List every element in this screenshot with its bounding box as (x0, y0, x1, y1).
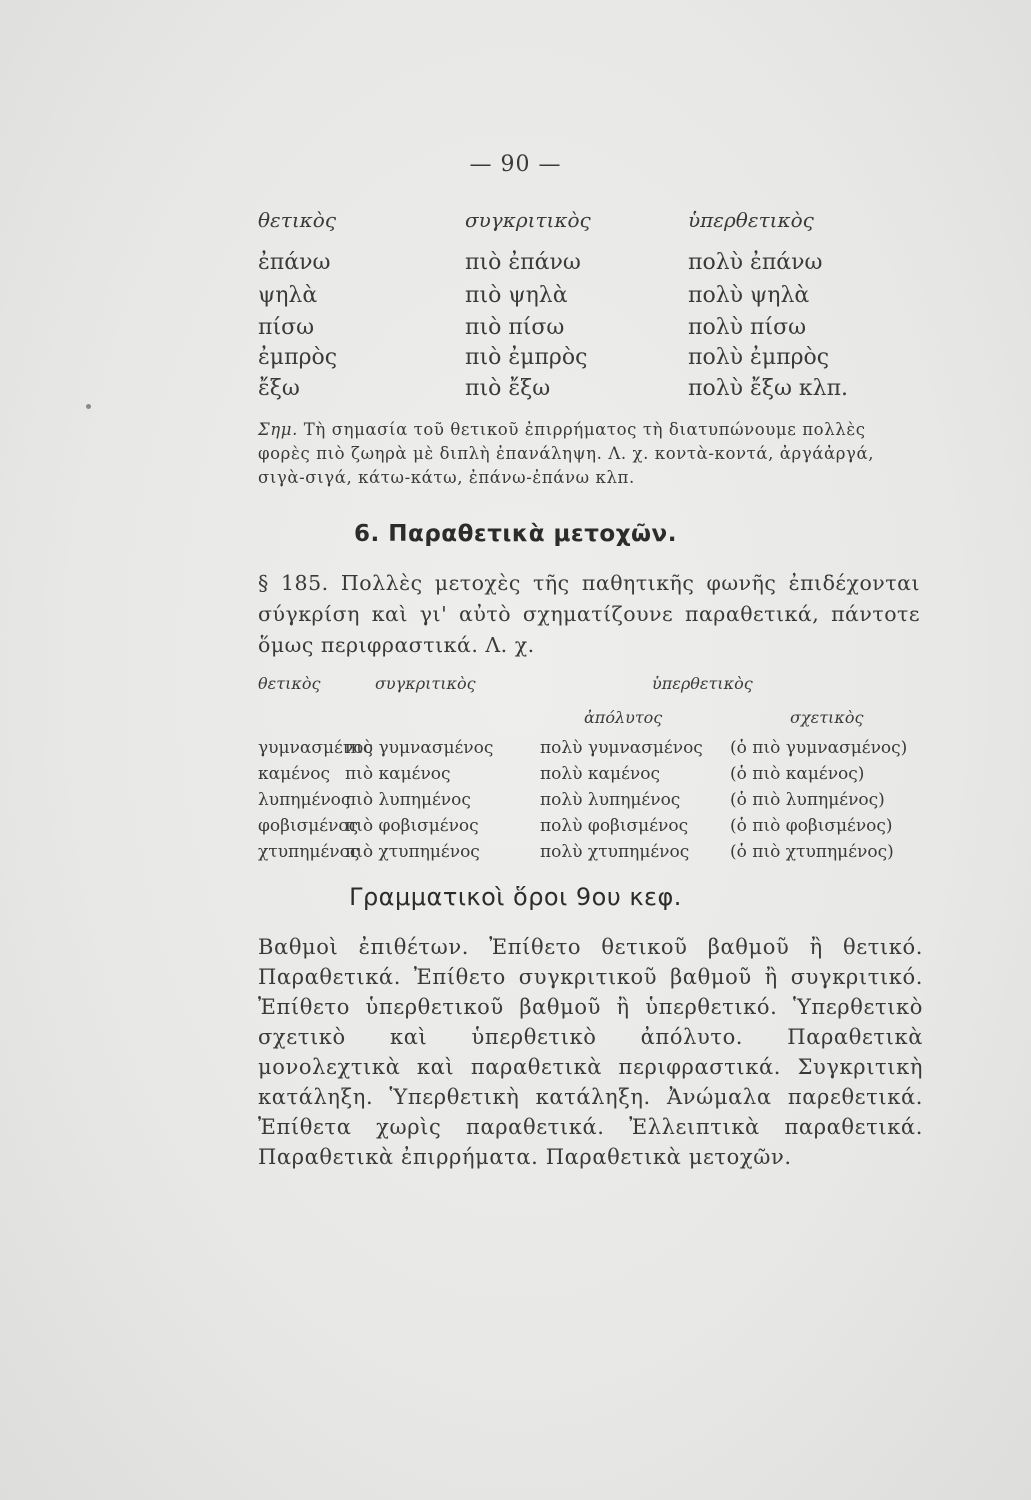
note-text: Τὴ σημασία τοῦ θετικοῦ ἐπιρρήματος τὴ διατυπώνουμε πολλὲς φορὲς πιὸ ζωηρὰ μὲ διπλὴ ἐπανάληψη. Λ. χ. κοντὰ-κοντά, ἀργάἀργά, σιγὰ-σιγά, κάτω-κάτω, ἐπάνω-ἐπάνω κλπ. (258, 420, 875, 487)
table-cell: πολὺ γυμνασμένος (540, 738, 703, 758)
table-cell: πιὸ πίσω (465, 315, 565, 340)
table-cell: (ὁ πιὸ καμένος) (730, 764, 865, 784)
table-cell: πολὺ λυπημένος (540, 790, 681, 810)
table-cell: (ὁ πιὸ λυπημένος) (730, 790, 885, 810)
table-cell: πιὸ γυμνασμένος (345, 738, 494, 758)
note-label: Σημ. (258, 420, 298, 439)
note-paragraph (258, 418, 918, 490)
table-cell: ἔξω (258, 376, 300, 401)
grammar-terms-paragraph: Βαθμοὶ ἐπιθέτων. Ἐπίθετο θετικοῦ βαθμοῦ ἢ θετικό. Παραθετικά. Ἐπίθετο συγκριτικοῦ βαθμοῦ ἢ συγκριτικό. Ἐπίθετο ὑπερθετικοῦ βαθμοῦ ἢ ὑπερθετικό. Ὑπερθετικὸ σχετικὸ καὶ ὑπερθετικὸ ἀπόλυτο. Παραθετικὰ μονολεχτικὰ καὶ παραθετικὰ περιφραστικά. Συγκριτικὴ κατάληξη. Ὑπερθετικὴ κατάληξη. Ἀνώμαλα παρεθετικά. Ἐπίθετα χωρὶς παραθετικά. Ἐλλειπτικὰ παραθετικά. Παραθετικὰ ἐπιρρήματα. Παραθετικὰ μετοχῶν. (258, 935, 923, 1169)
table-cell: λυπημένος (258, 790, 351, 810)
speck (86, 404, 91, 409)
table-cell: πολὺ ἔξω κλπ. (688, 376, 849, 401)
table-cell: πίσω (258, 315, 315, 340)
page-number: — 90 — (469, 152, 562, 177)
table-cell: (ὁ πιὸ χτυπημένος) (730, 842, 894, 862)
table-cell: πιὸ ψηλὰ (465, 283, 568, 308)
table-cell: πιὸ χτυπημένος (345, 842, 480, 862)
table-cell: πολὺ ἐμπρὸς (688, 345, 830, 370)
table-cell: καμένος (258, 764, 331, 784)
table-cell: (ὁ πιὸ γυμνασμένος) (730, 738, 908, 758)
paragraph-185: § 185. Πολλὲς μετοχὲς τῆς παθητικῆς φωνῆς ἐπιδέχονται σύγκρίση καὶ γι' αὐτὸ σχηματίζουνε παραθετικά, πάντοτε ὅμως περιφραστικά. Λ. χ. (258, 571, 920, 657)
table-cell: πολὺ χτυπημένος (540, 842, 690, 862)
table-cell: (ὁ πιὸ φοβισμένος) (730, 816, 893, 836)
table-cell: πολὺ φοβισμένος (540, 816, 689, 836)
table-header-superlative: ὑπερθετικὸς (652, 674, 753, 693)
table-cell: πιὸ ἐμπρὸς (465, 345, 588, 370)
table-cell: φοβισμένος (258, 816, 359, 836)
table-cell: χτυπημένος (258, 842, 360, 862)
table-cell: πολὺ ἐπάνω (688, 250, 823, 275)
table-subheader-relative: σχετικὸς (790, 708, 864, 727)
table-subheader-absolute: ἀπόλυτος (584, 708, 663, 727)
table-cell: πολὺ καμένος (540, 764, 660, 784)
table-cell: ψηλὰ (258, 283, 318, 308)
table-header-comparative: συγκριτικὸς (375, 674, 476, 693)
table-header-positive: θετικὸς (258, 208, 337, 232)
grammar-terms-heading: Γραμματικοὶ ὅροι 9ου κεφ. (349, 883, 682, 911)
table-header-comparative: συγκριτικὸς (465, 208, 591, 232)
table-cell: γυμνασμένος (258, 738, 373, 758)
table-cell: ἐμπρὸς (258, 345, 338, 370)
table-cell: πολὺ ψηλὰ (688, 283, 810, 308)
table-cell: πιὸ καμένος (345, 764, 451, 784)
table-header-positive: θετικὸς (258, 674, 321, 693)
table-header-superlative: ὑπερθετικὸς (688, 208, 814, 232)
table-cell: πιὸ φοβισμένος (345, 816, 479, 836)
table-cell: πολὺ πίσω (688, 315, 807, 340)
section-heading: 6. Παραθετικὰ μετοχῶν. (354, 521, 677, 547)
table-cell: πιὸ ἔξω (465, 376, 551, 401)
table-cell: πιὸ ἐπάνω (465, 250, 581, 275)
table-cell: ἐπάνω (258, 250, 331, 275)
table-cell: πιὸ λυπημένος (345, 790, 471, 810)
